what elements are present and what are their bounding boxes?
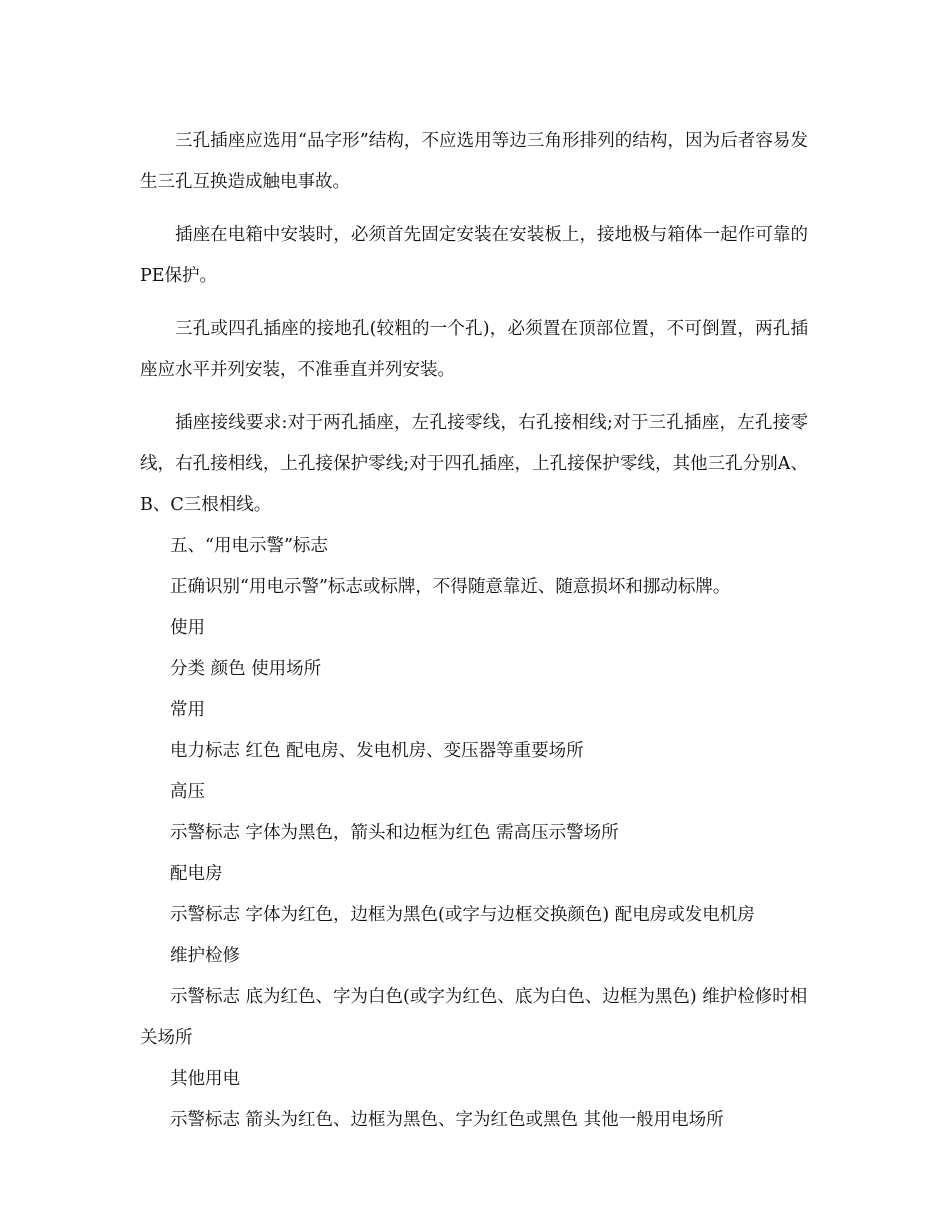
table-line: 电力标志 红色 配电房、发电机房、变压器等重要场所 [170, 741, 584, 761]
paragraph-socket-structure: 三孔插座应选用“品字形”结构，不应选用等边三角形排列的结构，因为后者容易发生三孔互换造成触电事故。 [140, 131, 808, 192]
document-body [140, 121, 808, 1141]
table-line: 示警标志 字体为红色，边框为黑色(或字与边框交换颜色) 配电房或发电机房 [170, 905, 755, 925]
table-line-wrapped: 示警标志 底为红色、字为白色(或字为红色、底为白色、边框为黑色) 维护检修时相关场所 [140, 987, 808, 1048]
section-intro: 正确识别“用电示警”标志或标牌，不得随意靠近、随意损坏和挪动标牌。 [170, 577, 731, 597]
table-line: 常用 [170, 700, 205, 720]
table-line: 使用 [170, 618, 205, 638]
table-line: 配电房 [170, 864, 223, 884]
paragraph-wiring-requirements: 插座接线要求:对于两孔插座，左孔接零线，右孔接相线;对于三孔插座，左孔接零线，右孔接相线，上孔接保护零线;对于四孔插座，上孔接保护零线，其他三孔分别A、B、C三根相线。 [140, 413, 808, 515]
paragraph-socket-mounting: 插座在电箱中安装时，必须首先固定安装在安装板上，接地极与箱体一起作可靠的PE保护。 [140, 225, 808, 286]
paragraph-ground-hole: 三孔或四孔插座的接地孔(较粗的一个孔)，必须置在顶部位置，不可倒置，两孔插座应水平并列安装，不准垂直并列安装。 [140, 319, 808, 380]
table-line: 分类 颜色 使用场所 [170, 659, 322, 679]
table-line: 示警标志 字体为黑色，箭头和边框为红色 需高压示警场所 [170, 823, 619, 843]
table-line: 高压 [170, 782, 205, 802]
table-line: 维护检修 [170, 946, 240, 966]
table-line: 其他用电 [170, 1069, 240, 1089]
section-heading: 五、“用电示警”标志 [170, 536, 328, 556]
table-line: 示警标志 箭头为红色、边框为黑色、字为红色或黑色 其他一般用电场所 [170, 1110, 724, 1130]
